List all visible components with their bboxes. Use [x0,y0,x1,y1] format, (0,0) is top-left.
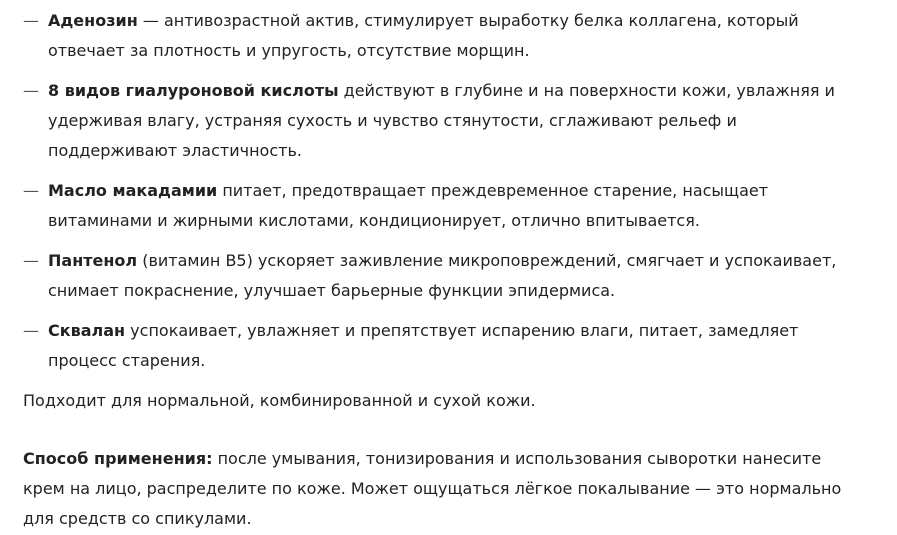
dash-bullet: — [23,181,39,200]
ingredient-name: Масло макадамии [48,181,218,200]
ingredient-description: — антивозрастной актив, стимулирует выработку белка коллагена, который отвечает за плотность и упругость, отсутствие морщин. [48,11,799,60]
ingredient-item-hyaluronic-acid [0,76,897,166]
ingredient-name: Пантенол [48,251,138,270]
ingredient-item-squalane [0,316,897,376]
dash-bullet: — [23,81,39,100]
ingredient-description: (витамин B5) ускоряет заживление микроповреждений, смягчает и успокаивает, снимает покраснение, улучшает барьерные функции эпидермиса. [48,251,837,300]
usage-label: Способ применения: [23,449,213,468]
dash-bullet: — [23,321,39,340]
ingredient-item-panthenol [0,246,897,306]
skin-type-text: Подходит для нормальной, комбинированной и сухой кожи. [23,391,536,410]
ingredient-item-adenosine [0,6,897,66]
ingredient-description: успокаивает, увлажняет и препятствует испарению влаги, питает, замедляет процесс старения. [48,321,799,370]
ingredient-description: действуют в глубине и на поверхности кожи, увлажняя и удерживая влагу, устраняя сухость и чувство стянутости, сглаживают рельеф и поддерживают эластичность. [48,81,835,160]
usage-text: после умывания, тонизирования и использования сыворотки нанесите крем на лицо, распределите по коже. Может ощущаться лёгкое покалывание — это нормально для средств со спикулами. [23,449,842,528]
dash-bullet: — [23,11,39,30]
dash-bullet: — [23,251,39,270]
ingredient-item-macadamia-oil [0,176,897,236]
ingredient-name: Аденозин [48,11,138,30]
ingredient-name: Сквалан [48,321,126,340]
ingredient-description: питает, предотвращает преждевременное старение, насыщает витаминами и жирными кислотами, кондиционирует, отлично впитывается. [48,181,769,230]
usage-instructions [0,444,897,534]
ingredient-name: 8 видов гиалуроновой кислоты [48,81,339,100]
